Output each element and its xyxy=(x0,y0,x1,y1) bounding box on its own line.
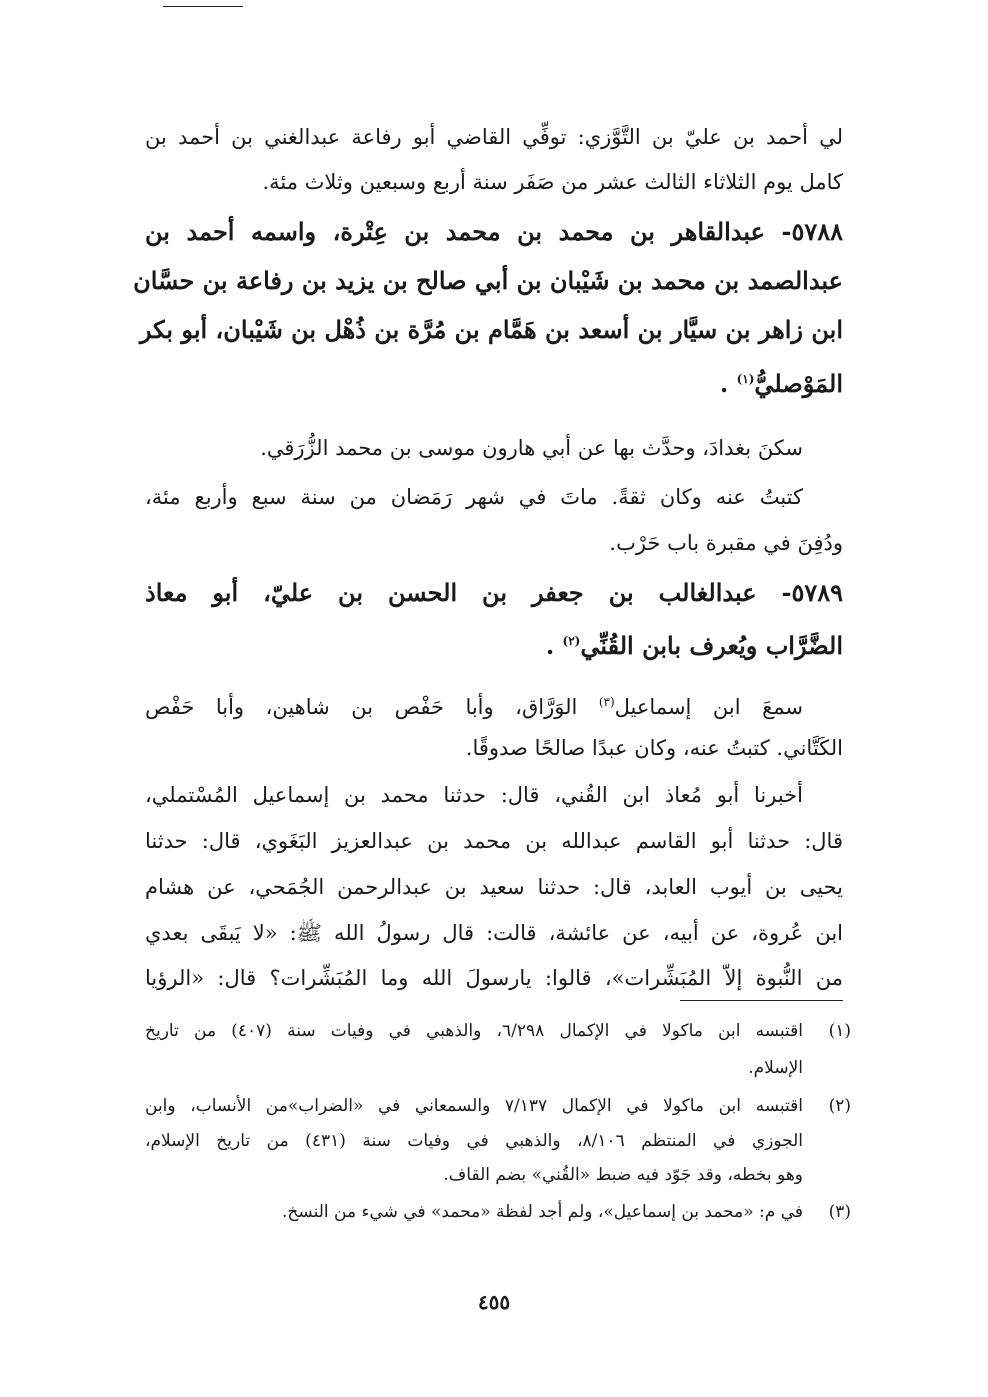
body-line: قال: حدثنا أبو القاسم عبدالله بن محمد بن عبدالعزيز البَغَوي، قال: حدثنا xyxy=(145,829,843,853)
entry-heading-5788: ٥٧٨٨- عبدالقاهر بن محمد بن محمد بن عِتْرة، واسمه أحمد بن xyxy=(145,217,843,246)
footnote-1-cont: الإسلام. xyxy=(748,1058,803,1078)
body-line: لي أحمد بن عليّ بن التَّوَّزي: توفِّي القاضي أبو رفاعة عبدالغني بن أحمد بن xyxy=(145,125,843,149)
text-segment: سمعَ ابن إسماعيل xyxy=(614,695,803,719)
footnote-ref: (٢) xyxy=(562,634,581,648)
body-line: كامل يوم الثلاثاء الثالث عشر من صَفَر سنة أربع وسبعين وثلاث مئة. xyxy=(262,170,843,194)
footnote-2-cont: وهو بخطه، وقد جَوّد فيه ضبط «القُني» بضم القاف. xyxy=(443,1165,803,1185)
top-rule xyxy=(163,6,243,7)
page-number: ٤٥٥ xyxy=(477,1290,511,1314)
footnote-number: (٣) xyxy=(828,1202,851,1222)
footnote-number: (١) xyxy=(828,1021,851,1041)
footnote-number: (٢) xyxy=(828,1096,851,1116)
footnote-rule xyxy=(680,1000,843,1001)
footnote-3: في م: «محمد بن إسماعيل»، ولم أجد لفظة «محمد» في شيء من النسخ. xyxy=(282,1202,803,1222)
entry-heading-line: الضَّرَّاب ويُعرف بابن القُنِّي$^{(٢)}$ . xyxy=(545,631,843,660)
footnote-1: اقتبسه ابن ماكولا في الإكمال ٦/٢٩٨، والذهبي في وفيات سنة (٤٠٧) من تاريخ xyxy=(145,1021,804,1041)
footnote-2: اقتبسه ابن ماكولا في الإكمال ٧/١٣٧ والسمعاني في «الضراب»من الأنساب، وابن xyxy=(145,1096,803,1116)
entry-heading-line: ابن زاهر بن سيَّار بن أسعد بن هَمَّام بن مُرَّة بن ذُهْل بن شَيْبان، أبو بكر xyxy=(139,315,843,344)
heading-text: المَوْصليُّ xyxy=(754,369,843,398)
entry-heading-line: المَوْصليُّ$^{(١)}$ . xyxy=(719,369,843,398)
body-line: سكنَ بغدادَ، وحدَّث بها عن أبي هارون موسى بن محمد الزُّرَقي. xyxy=(260,436,803,460)
body-line: أخبرنا أبو مُعاذ ابن القُني، قال: حدثنا محمد بن إسماعيل المُسْتملي، xyxy=(145,783,803,807)
footnote-ref: (١) xyxy=(736,372,755,386)
footnote-ref: (٣) xyxy=(598,695,615,709)
footnote-2-cont: الجوزي في المنتظم ٨/١٠٦، والذهبي في وفيات سنة (٤٣١) من تاريخ الإسلام، xyxy=(145,1131,803,1151)
entry-heading-line: عبدالصمد بن محمد بن شَيْبان بن أبي صالح بن يزيد بن رفاعة بن حسَّان xyxy=(133,266,843,295)
body-line: من النُّبوة إلاّ المُبَشِّرات»، قالوا: يارسولَ الله وما المُبَشِّرات؟ قال: «الرؤيا xyxy=(145,966,843,990)
body-line: يحيى بن أيوب العابد، قال: حدثنا سعيد بن عبدالرحمن الجُمَحي، عن هشام xyxy=(145,875,843,899)
heading-text: الضَّرَّاب ويُعرف بابن القُنِّي xyxy=(580,631,843,660)
text-segment: الوَرَّاق، وأبا حَفْص بن شاهين، وأبا حَفْص xyxy=(145,695,578,719)
body-line: الكَتَّاني. كتبتُ عنه، وكان عبدًا صالحًا صدوقًا. xyxy=(465,736,843,760)
body-line: كتبتُ عنه وكان ثقةً. ماتَ في شهر رَمَضان من سنة سبع وأربع مئة، xyxy=(145,485,803,509)
body-line xyxy=(145,687,803,722)
body-line: ابن عُروة، عن أبيه، عن عائشة، قالت: قال رسولُ الله ﷺ: «لا يَبقَى بعدي xyxy=(145,921,843,945)
entry-heading-5789: ٥٧٨٩- عبدالغالب بن جعفر بن الحسن بن عليّ، أبو معاذ xyxy=(145,578,844,607)
body-line: ودُفِنَ في مقبرة باب حَرْب. xyxy=(609,531,843,555)
